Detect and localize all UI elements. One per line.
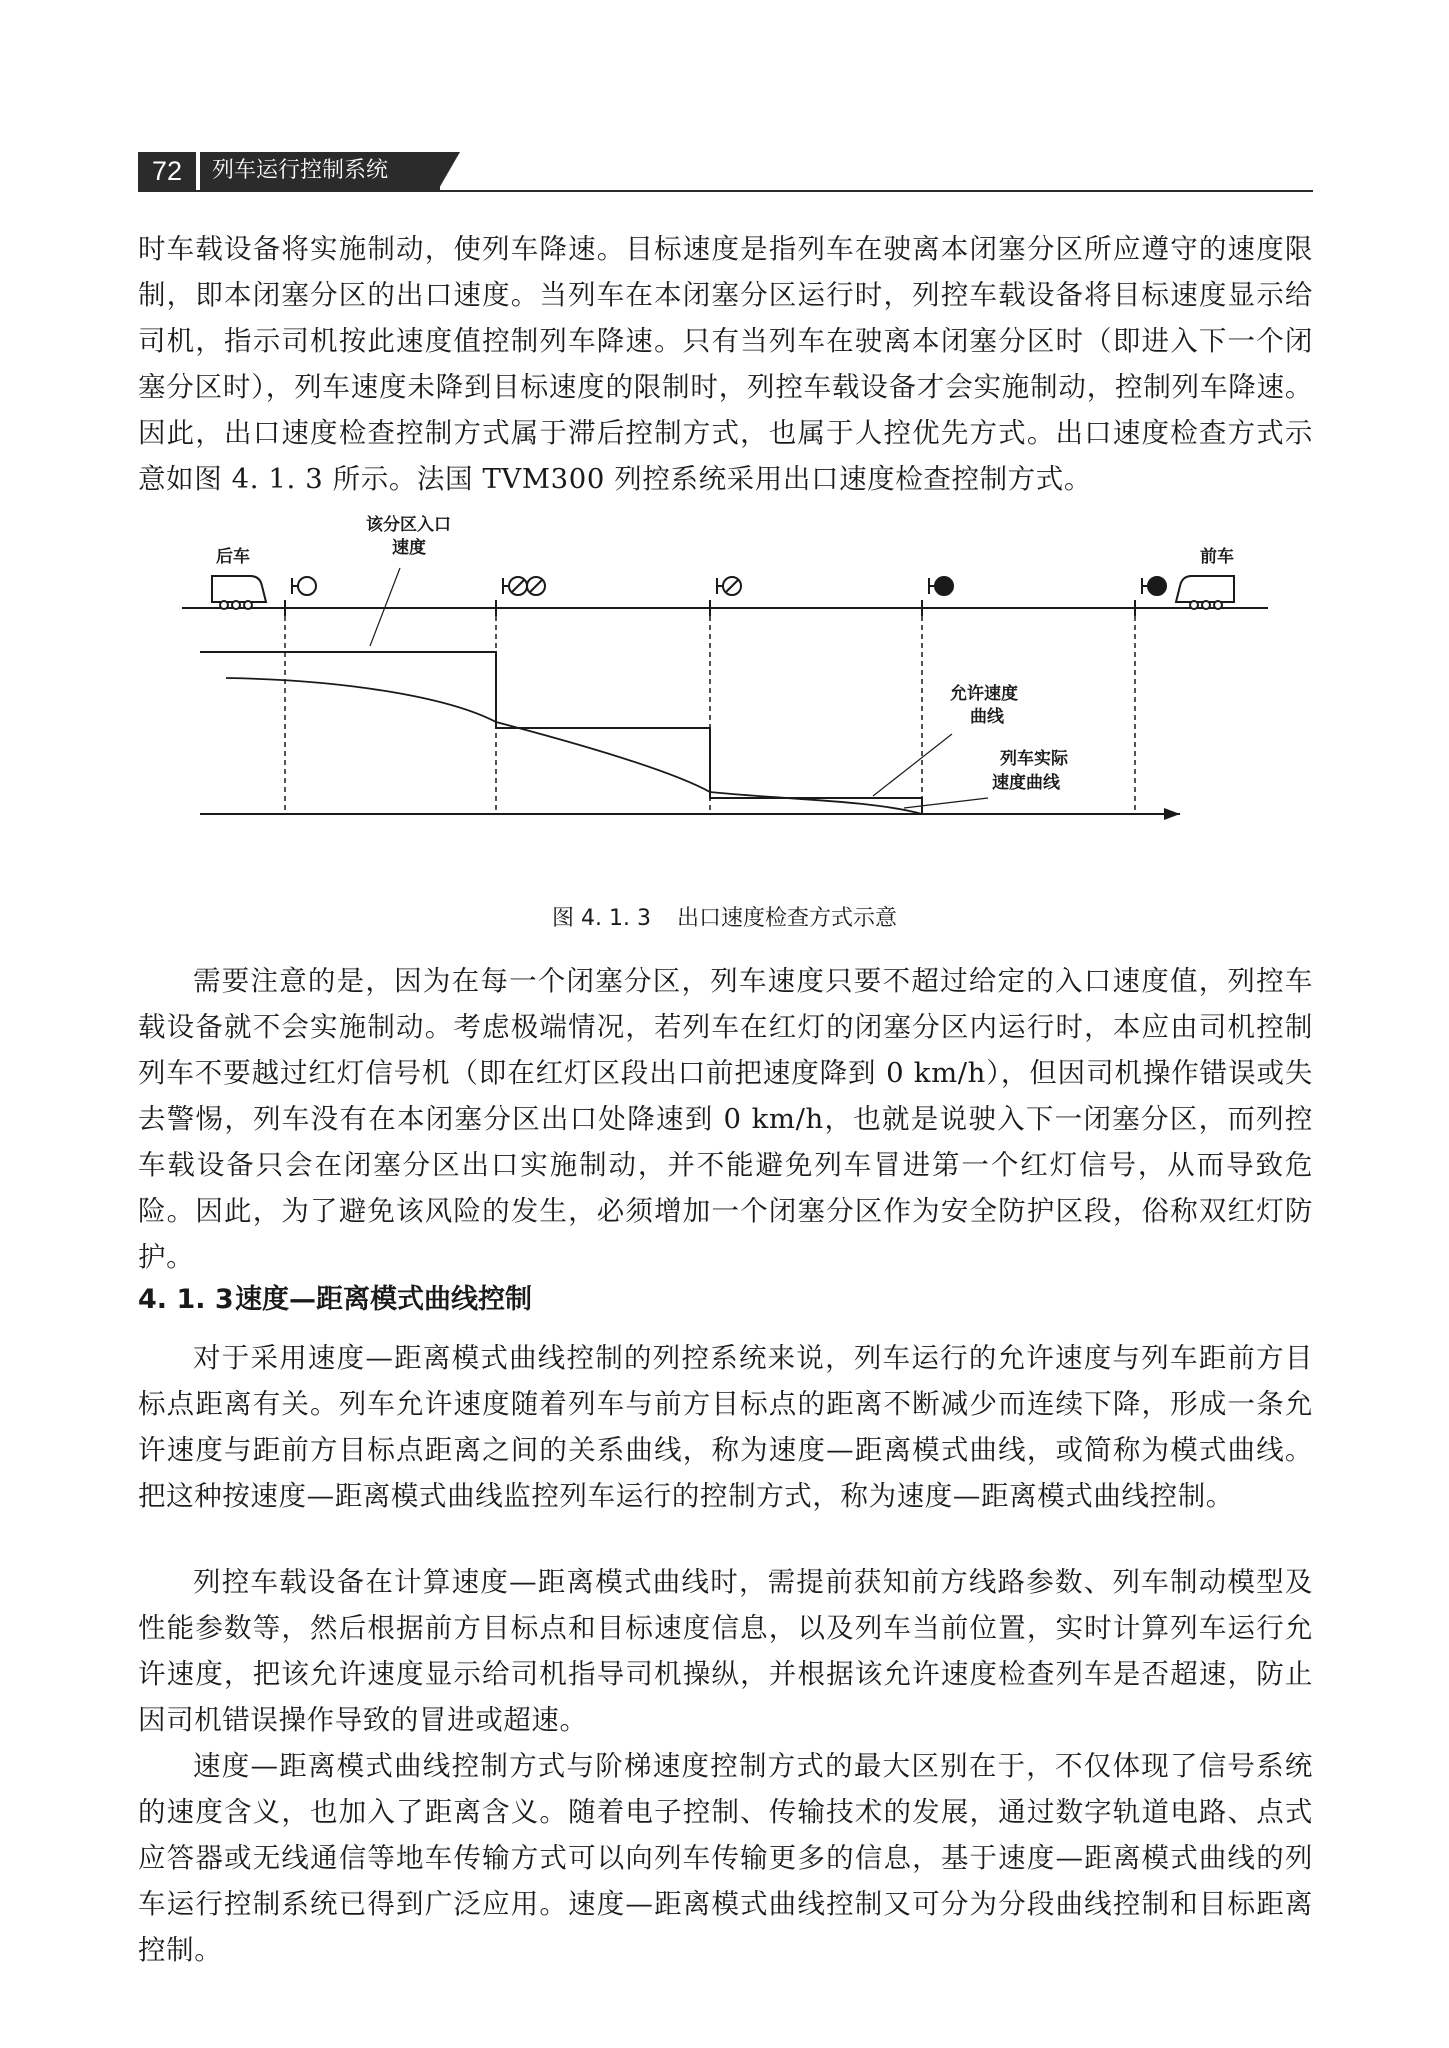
actual-curve-label-line2: 速度曲线: [992, 773, 1060, 793]
actual-curve-label-line1: 列车实际: [1000, 749, 1068, 769]
figure-caption-text: 出口速度检查方式示意: [676, 906, 897, 931]
header-tab-decoration: [438, 152, 460, 190]
signal-double-yellow-icon: [503, 577, 545, 595]
allowed-curve-leader: [873, 734, 952, 796]
section-number: 4. 1. 3: [138, 1284, 234, 1315]
entry-speed-label-line1: 该分区入口: [366, 515, 451, 535]
signal-red-icon-2: [1142, 577, 1166, 595]
front-train-icon: [1176, 576, 1234, 609]
body-paragraph-5: 速度—距离模式曲线控制方式与阶梯速度控制方式的最大区别在于，不仅体现了信号系统的速度含义，也加入了距离含义。随着电子控制、传输技术的发展，通过数字轨道电路、点式应答器或无线通信等地车传输方式可以向列车传输更多的信息，基于速度—距离模式曲线的列车运行控制系统已得到广泛应用。速度—距离模式曲线控制又可分为分段曲线控制和目标距离控制。: [138, 1750, 1313, 1966]
exit-speed-check-figure: [170, 508, 1270, 888]
running-header: [138, 152, 458, 190]
signal-red-icon: [929, 577, 953, 595]
signal-green-icon: [292, 577, 316, 595]
section-title: 速度—距离模式曲线控制: [235, 1284, 532, 1315]
actual-speed-curve: [226, 678, 922, 814]
rear-train-label: 后车: [216, 547, 250, 567]
header-rule: [138, 190, 1313, 192]
allowed-speed-step-curve: [200, 652, 922, 814]
figure-caption-number: 图 4. 1. 3: [552, 906, 651, 931]
body-paragraph-4: 列控车载设备在计算速度—距离模式曲线时，需提前获知前方线路参数、列车制动模型及性能参数等，然后根据前方目标点和目标速度信息，以及列车当前位置，实时计算列车运行允许速度，把该允许速度显示给司机指导司机操纵，并根据该允许速度检查列车是否超速，防止因司机错误操作导致的冒进或超速。: [138, 1566, 1313, 1736]
front-train-label: 前车: [1200, 547, 1234, 567]
allowed-curve-label-line1: 允许速度: [950, 684, 1018, 704]
running-title: 列车运行控制系统: [200, 152, 440, 190]
figure-caption: [0, 904, 1449, 934]
actual-curve-leader: [904, 798, 988, 808]
allowed-curve-label-line2: 曲线: [970, 707, 1004, 727]
rear-train-icon: [212, 576, 266, 609]
body-paragraph-2: 需要注意的是，因为在每一个闭塞分区，列车速度只要不超过给定的入口速度值，列控车载设备就不会实施制动。考虑极端情况，若列车在红灯的闭塞分区内运行时，本应由司机控制列车不要越过红灯信号机（即在红灯区段出口前把速度降到 0 km/h），但因司机操作错误或失去警惕，列车没有在本闭塞分区出口处降速到 0 km/h，也就是说驶入下一闭塞分区，而列控车载设备只会在闭塞分区出口实施制动，并不能避免列车冒进第一个红灯信号，从而导致危险。因此，为了避免该风险的发生，必须增加一个闭塞分区作为安全防护区段，俗称双红灯防护。: [138, 965, 1313, 1273]
entry-speed-label-line2: 速度: [392, 538, 426, 558]
section-heading: [138, 1277, 532, 1323]
axis-arrow: [1164, 808, 1180, 820]
body-paragraph-3: 对于采用速度—距离模式曲线控制的列控系统来说，列车运行的允许速度与列车距前方目标点距离有关。列车允许速度随着列车与前方目标点的距离不断减少而连续下降，形成一条允许速度与距前方目标点距离之间的关系曲线，称为速度—距离模式曲线，或简称为模式曲线。把这种按速度—距离模式曲线监控列车运行的控制方式，称为速度—距离模式曲线控制。: [138, 1342, 1313, 1512]
signal-yellow-icon: [717, 577, 741, 595]
body-paragraph-1: 时车载设备将实施制动，使列车降速。目标速度是指列车在驶离本闭塞分区所应遵守的速度限制，即本闭塞分区的出口速度。当列车在本闭塞分区运行时，列控车载设备将目标速度显示给司机，指示司机按此速度值控制列车降速。只有当列车在驶离本闭塞分区时（即进入下一个闭塞分区时），列车速度未降到目标速度的限制时，列控车载设备才会实施制动，控制列车降速。因此，出口速度检查控制方式属于滞后控制方式，也属于人控优先方式。出口速度检查方式示意如图 4. 1. 3 所示。法国 TVM300 列控系统采用出口速度检查控制方式。: [138, 233, 1313, 495]
page-number: 72: [138, 152, 196, 190]
